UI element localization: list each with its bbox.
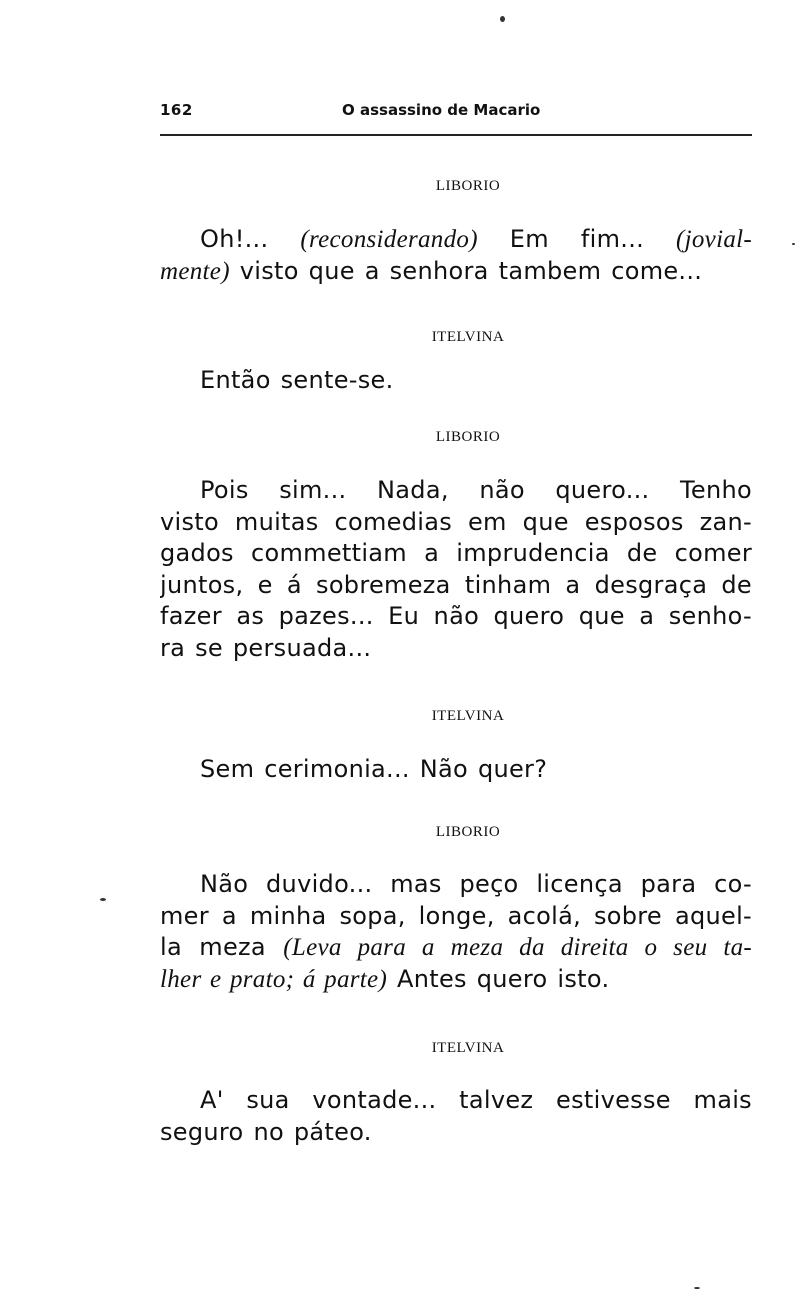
speech-line (160, 601, 752, 633)
speech-line (160, 869, 752, 901)
speaker-name: ITELVINA (431, 329, 505, 345)
stage-direction: (reconsiderando) (300, 226, 478, 253)
dialogue-text: fazer as pazes... Eu não quero que a senho- (160, 602, 752, 630)
dialogue-text: Então sente-se. (200, 366, 394, 394)
dialogue-text: la meza (160, 933, 284, 961)
dialogue-text: mer a minha sopa, longe, acolá, sobre aquel- (160, 901, 752, 930)
speaker-name: LIBORIO (435, 178, 501, 194)
dialogue-text: Oh!... (200, 225, 301, 253)
dialogue-text: A' sua vontade... talvez estivesse mais (200, 1086, 752, 1114)
scan-speck (500, 16, 505, 22)
speech-block (160, 1085, 752, 1148)
speech-block (160, 224, 752, 287)
speech-block (160, 869, 752, 995)
page-number: 162 (160, 101, 193, 119)
speaker-name: LIBORIO (435, 429, 501, 445)
speech-line (160, 964, 752, 996)
dialogue-text: gados commettiam a imprudencia de comer (160, 539, 752, 567)
speaker-name: LIBORIO (435, 824, 501, 840)
dialogue-text: Não duvido... mas peço licença para co- (200, 870, 752, 898)
stage-direction: lher e prato; á parte) (160, 965, 388, 993)
dialogue-text: ra se persuada... (160, 633, 372, 662)
speaker-name: ITELVINA (431, 1040, 505, 1056)
stage-direction: mente) (160, 257, 230, 285)
speech-line (160, 475, 752, 507)
scan-speck (100, 898, 106, 901)
speech-block (160, 365, 752, 397)
speech-line (160, 633, 752, 665)
speech-line (160, 570, 752, 602)
dialogue-text: Antes quero isto. (387, 964, 610, 993)
dialogue-text: juntos, e á sobremeza tinham a desgraça de (160, 570, 752, 599)
running-title: O assassino de Macario (342, 101, 541, 119)
speech-block (160, 754, 752, 786)
dialogue-text: seguro no páteo. (160, 1117, 372, 1146)
speech-line (160, 932, 752, 964)
speech-line (160, 365, 752, 397)
speaker-name: ITELVINA (431, 708, 505, 724)
speech-line (160, 224, 752, 256)
speech-line (160, 507, 752, 539)
speech-line (160, 901, 752, 933)
dialogue-text: Sem cerimonia... Não quer? (200, 755, 548, 783)
dialogue-text: visto muitas comedias em que esposos zan- (160, 507, 752, 536)
speech-block (160, 475, 752, 664)
dialogue-text: Em fim... (477, 225, 677, 253)
speech-line (160, 1117, 752, 1149)
speech-line (160, 754, 752, 786)
scan-speck (792, 243, 795, 245)
scan-speck (694, 1287, 700, 1289)
stage-direction: (Leva para a meza da direita o seu ta- (283, 934, 752, 961)
header-rule (160, 134, 752, 136)
stage-direction: (jovial- (676, 226, 752, 253)
speech-line (160, 256, 752, 288)
page-header (160, 101, 752, 129)
speech-line (160, 1085, 752, 1117)
dialogue-text: visto que a senhora tambem come... (229, 256, 703, 285)
speech-line (160, 538, 752, 570)
dialogue-text: Pois sim... Nada, não quero... Tenho (200, 476, 752, 504)
